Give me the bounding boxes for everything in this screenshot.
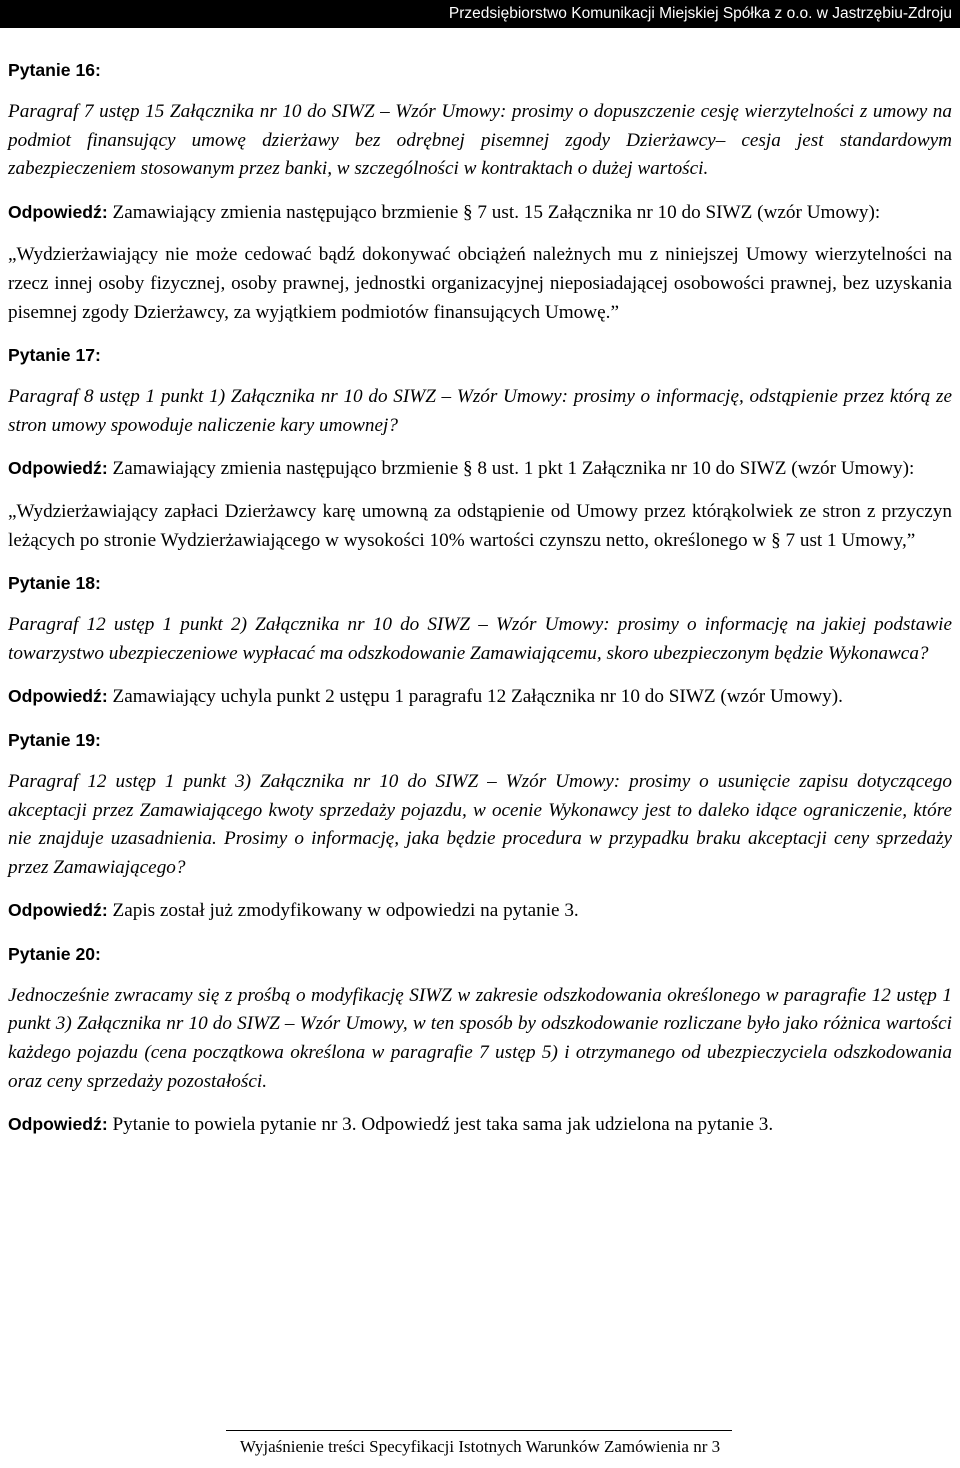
answer-label: Odpowiedź: [8,1114,108,1135]
question-block-17 [8,341,952,555]
footer-title: Wyjaśnienie treści Specyfikacji Istotnych Warunków Zamówienia nr 3 [239,1437,721,1456]
answer-paragraph [8,454,952,484]
answer-text: Zamawiający zmienia następująco brzmienie § 7 ust. 15 Załącznika nr 10 do SIWZ (wzór Umowy): [107,201,881,223]
question-block-20 [8,940,952,1140]
answer-text: Zamawiający zmienia następująco brzmienie § 8 ust. 1 pkt 1 Załącznika nr 10 do SIWZ (wzór Umowy): [107,458,915,480]
answer-quote: „Wydzierżawiający nie może cedować bądź dokonywać obciążeń należnych mu z niniejszej Umowy wierzytelności na rzecz innej osoby fizycznej, osoby prawnej, jednostki organizacyjnej nieposiadającej osobowości prawnej, bez uzyskania pisemnej zgody Dzierżawcy, za wyjątkiem podmiotów finansujących Umowę.” [8,244,952,323]
header-bar [0,0,960,28]
answer-paragraph [8,682,952,712]
question-title: Pytanie 19: [8,729,101,750]
answer-paragraph [8,896,952,926]
question-title: Pytanie 18: [8,573,101,594]
question-title: Pytanie 16: [8,60,101,80]
question-text: Paragraf 12 ustęp 1 punkt 3) Załącznika nr 10 do SIWZ – Wzór Umowy: prosimy o usunięcie zapisu dotyczącego akceptacji przez Zamawiającego kwoty sprzedaży pojazdu, w ocenie Wykonawcy jest to daleko idące ograniczenie, które nie znajduje uzasadnienia. Prosimy o informację, jaka będzie procedura w przypadku braku akceptacji ceny sprzedaży przez Zamawiającego? [8,770,952,878]
answer-text: Pytanie to powiela pytanie nr 3. Odpowiedź jest taka sama jak udzielona na pytanie 3. [107,1114,774,1136]
answer-quote: „Wydzierżawiający zapłaci Dzierżawcy karę umowną za odstąpienie od Umowy przez którąkolwiek ze stron z przyczyn leżących po stronie Wydzierżawiającego w wysokości 10% wartości czynszu netto, określonego w § 7 ust 1 Umowy,” [8,500,952,551]
question-title: Pytanie 20: [8,943,101,964]
question-block-18 [8,569,952,712]
question-block-19 [8,726,952,926]
question-text: Jednocześnie zwracamy się z prośbą o modyfikację SIWZ w zakresie odszkodowania określonego w paragrafie 12 ustęp 1 punkt 3) Załącznika nr 10 do SIWZ – Wzór Umowy, w ten sposób by odszkodowanie rozliczane było jako różnica wartości każdego pojazdu (cena początkowa określona w paragrafie 7 ustęp 5) i otrzymanego od ubezpieczyciela odszkodowania oraz ceny sprzedaży pozostałości. [8,984,952,1092]
answer-paragraph [8,1110,952,1140]
question-text: Paragraf 12 ustęp 1 punkt 2) Załącznika nr 10 do SIWZ – Wzór Umowy: prosimy o informację na jakiej podstawie towarzystwo ubezpieczeniowe wypłacać ma odszkodowanie Zamawiającemu, skoro ubezpieczonym będzie Wykonawca? [8,614,952,664]
question-text: Paragraf 7 ustęp 15 Załącznika nr 10 do SIWZ – Wzór Umowy: prosimy o dopuszczenie cesję wierzytelności z umowy na podmiot finansujący umowę dzierżawy bez odrębnej pisemnej zgody Dzierżawcy– cesja jest standardowym zabezpieczeniem stosowanym przez banki, w szczególności w kontraktach o dużej wartości. [8,101,952,180]
answer-label: Odpowiedź: [8,900,108,921]
question-text: Paragraf 8 ustęp 1 punkt 1) Załącznika nr 10 do SIWZ – Wzór Umowy: prosimy o informację, odstąpienie przez którą ze stron umowy spowoduje naliczenie kary umownej? [8,386,952,436]
answer-label: Odpowiedź: [8,686,108,707]
answer-paragraph [8,198,952,228]
answer-label: Odpowiedź: [8,458,108,479]
answer-label: Odpowiedź: [8,201,108,222]
question-block-16 [8,56,952,327]
answer-text: Zapis został już zmodyfikowany w odpowiedzi na pytanie 3. [107,900,579,922]
header-organization: Przedsiębiorstwo Komunikacji Miejskiej Spółka z o.o. w Jastrzębiu-Zdroju [448,5,952,22]
question-title: Pytanie 17: [8,345,101,366]
document-content [8,56,952,1154]
footer-divider [226,1430,732,1431]
answer-text: Zamawiający uchyla punkt 2 ustępu 1 paragrafu 12 Załącznika nr 10 do SIWZ (wzór Umowy). [107,686,843,708]
